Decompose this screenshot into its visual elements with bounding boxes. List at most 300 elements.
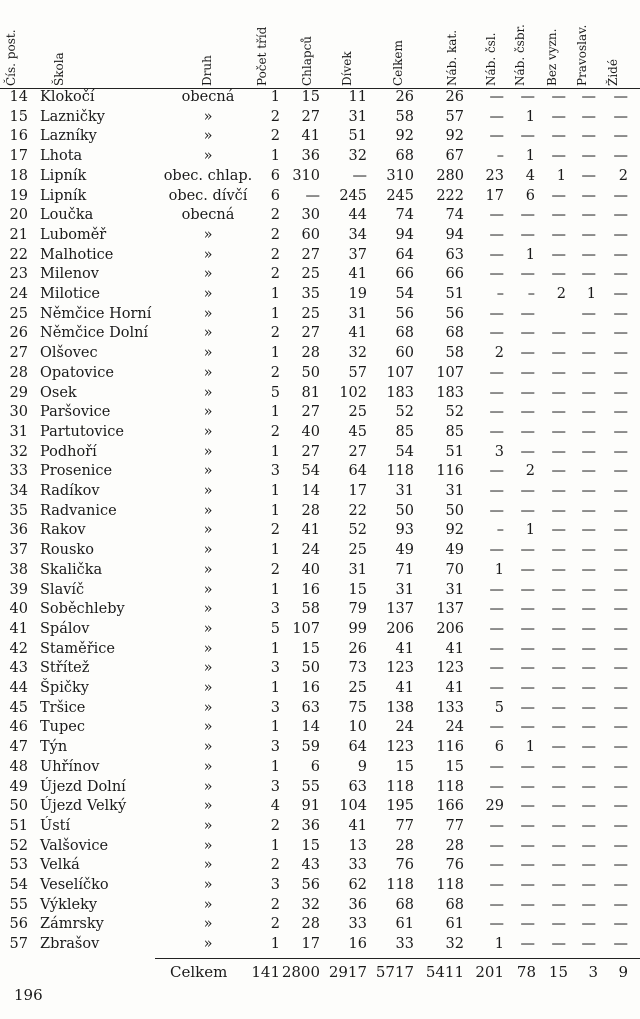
- cell-csbr: —: [520, 601, 535, 618]
- cell-kat: 222: [436, 187, 464, 204]
- cell-tridy: 2: [270, 246, 280, 263]
- cell-csbr: —: [520, 620, 535, 637]
- cell-tridy: 2: [270, 128, 280, 145]
- cell-divek: 51: [348, 128, 367, 145]
- cell-druh: »: [203, 699, 213, 716]
- cell-no: 23: [9, 266, 28, 283]
- cell-csbr: 2: [525, 463, 535, 480]
- cell-csl: —: [489, 226, 504, 243]
- cell-csbr: 4: [525, 167, 535, 184]
- cell-csbr: —: [520, 798, 535, 815]
- cell-tridy: 1: [270, 640, 280, 657]
- cell-bez: —: [551, 601, 566, 618]
- cell-csl: —: [489, 916, 504, 933]
- cell-prav: —: [581, 226, 596, 243]
- cell-csl: —: [489, 542, 504, 559]
- table-row: [0, 167, 640, 187]
- cell-csbr: —: [520, 423, 535, 440]
- cell-druh: obecná: [181, 207, 235, 224]
- cell-zide: —: [613, 581, 628, 598]
- cell-no: 19: [9, 187, 28, 204]
- cell-divek: 41: [348, 817, 367, 834]
- totals-csbr: 78: [516, 963, 536, 981]
- cell-zide: —: [613, 108, 628, 125]
- cell-prav: —: [581, 837, 596, 854]
- cell-tridy: 1: [270, 680, 280, 696]
- cell-chlapcu: —: [305, 187, 320, 204]
- cell-csl: –: [496, 522, 504, 539]
- cell-kat: 57: [445, 108, 464, 125]
- cell-zide: —: [613, 620, 628, 637]
- cell-bez: —: [551, 246, 566, 263]
- cell-zide: —: [613, 148, 628, 165]
- cell-prav: —: [581, 739, 596, 756]
- cell-no: 52: [9, 837, 28, 854]
- cell-chlapcu: 41: [301, 128, 320, 145]
- table-row: [0, 127, 640, 147]
- cell-prav: —: [581, 916, 596, 933]
- cell-celkem: 52: [395, 404, 414, 421]
- cell-no: 54: [9, 877, 28, 893]
- cell-kat: 51: [445, 443, 464, 460]
- cell-csbr: —: [520, 128, 535, 145]
- cell-divek: 25: [348, 542, 367, 559]
- cell-druh: »: [203, 148, 213, 165]
- cell-divek: 41: [348, 325, 367, 342]
- cell-kat: 77: [445, 817, 464, 834]
- totals-zide: 9: [618, 963, 628, 981]
- cell-skola: Rakov: [40, 522, 86, 539]
- cell-csbr: —: [520, 483, 535, 499]
- cell-chlapcu: 107: [292, 620, 320, 637]
- cell-divek: 36: [348, 896, 367, 913]
- cell-tridy: 3: [270, 601, 280, 618]
- cell-kat: 94: [445, 226, 464, 243]
- cell-druh: »: [203, 778, 213, 795]
- cell-prav: —: [581, 502, 596, 519]
- cell-chlapcu: 60: [301, 226, 320, 243]
- cell-prav: —: [581, 207, 596, 224]
- cell-bez: —: [551, 739, 566, 756]
- cell-kat: 137: [436, 601, 464, 618]
- cell-csbr: —: [520, 305, 535, 322]
- table-row: [0, 640, 640, 660]
- cell-csl: —: [489, 266, 504, 283]
- cell-chlapcu: 28: [301, 916, 320, 933]
- cell-prav: —: [581, 325, 596, 342]
- cell-csl: —: [489, 483, 504, 499]
- cell-chlapcu: 25: [301, 266, 320, 283]
- cell-druh: »: [203, 266, 213, 283]
- cell-celkem: 68: [395, 325, 414, 342]
- cell-bez: —: [551, 384, 566, 401]
- cell-skola: Valšovice: [40, 837, 109, 854]
- cell-no: 28: [9, 364, 28, 381]
- cell-no: 42: [9, 640, 28, 657]
- cell-divek: 16: [348, 936, 367, 953]
- cell-prav: —: [581, 187, 596, 204]
- cell-skola: Výkleky: [40, 896, 98, 913]
- cell-no: 31: [9, 423, 28, 440]
- cell-prav: —: [581, 817, 596, 834]
- page-number: 196: [14, 986, 43, 1004]
- cell-celkem: 68: [395, 148, 414, 165]
- cell-chlapcu: 59: [301, 739, 320, 756]
- cell-kat: 92: [445, 128, 464, 145]
- cell-celkem: 41: [395, 640, 414, 657]
- cell-divek: 22: [348, 502, 367, 519]
- cell-prav: —: [581, 89, 596, 105]
- cell-csbr: 1: [525, 522, 535, 539]
- cell-chlapcu: 30: [301, 207, 320, 224]
- cell-divek: 25: [348, 404, 367, 421]
- cell-divek: 31: [348, 108, 367, 125]
- cell-skola: Luboměř: [40, 226, 107, 243]
- cell-divek: 10: [348, 719, 367, 736]
- cell-celkem: 28: [395, 837, 414, 854]
- cell-skola: Soběchleby: [40, 601, 125, 618]
- cell-bez: —: [551, 620, 566, 637]
- cell-divek: 64: [348, 739, 367, 756]
- cell-csl: –: [496, 286, 504, 302]
- cell-csbr: —: [520, 404, 535, 421]
- cell-csl: —: [489, 502, 504, 519]
- cell-bez: —: [551, 463, 566, 480]
- cell-skola: Opatovice: [40, 364, 114, 381]
- header-skola: Škola: [52, 52, 66, 86]
- cell-bez: —: [551, 719, 566, 736]
- cell-chlapcu: 310: [292, 167, 320, 184]
- cell-druh: »: [203, 896, 213, 913]
- cell-prav: —: [581, 404, 596, 421]
- cell-tridy: 1: [270, 837, 280, 854]
- cell-no: 33: [9, 463, 28, 480]
- cell-no: 24: [9, 286, 28, 302]
- table-row: [0, 324, 640, 344]
- cell-chlapcu: 14: [301, 719, 320, 736]
- cell-kat: 206: [436, 620, 464, 637]
- cell-chlapcu: 40: [301, 561, 320, 578]
- cell-zide: —: [613, 778, 628, 795]
- cell-celkem: 54: [395, 443, 414, 460]
- cell-divek: 33: [348, 916, 367, 933]
- table-row: [0, 600, 640, 620]
- cell-csl: —: [489, 384, 504, 401]
- cell-celkem: 60: [395, 345, 414, 362]
- cell-tridy: 1: [270, 443, 280, 460]
- cell-druh: obec. dívčí: [168, 187, 248, 204]
- cell-tridy: 1: [270, 542, 280, 559]
- cell-csbr: —: [520, 778, 535, 795]
- cell-csl: —: [489, 404, 504, 421]
- cell-bez: —: [551, 660, 566, 677]
- cell-tridy: 3: [270, 463, 280, 480]
- cell-divek: 32: [348, 345, 367, 362]
- cell-divek: 31: [348, 305, 367, 322]
- cell-bez: —: [551, 561, 566, 578]
- cell-prav: —: [581, 640, 596, 657]
- cell-chlapcu: 27: [301, 246, 320, 263]
- cell-chlapcu: 15: [301, 837, 320, 854]
- cell-kat: 24: [445, 719, 464, 736]
- cell-tridy: 2: [270, 226, 280, 243]
- cell-divek: 9: [357, 758, 367, 775]
- cell-zide: —: [613, 502, 628, 519]
- cell-prav: —: [581, 877, 596, 893]
- table-row: [0, 206, 640, 226]
- cell-no: 41: [9, 620, 28, 637]
- cell-bez: —: [551, 187, 566, 204]
- cell-csbr: —: [520, 817, 535, 834]
- cell-csbr: —: [520, 502, 535, 519]
- cell-skola: Velká: [40, 857, 80, 874]
- cell-bez: —: [551, 778, 566, 795]
- cell-csl: —: [489, 758, 504, 775]
- cell-csbr: —: [520, 443, 535, 460]
- cell-csl: —: [489, 877, 504, 893]
- cell-bez: —: [551, 680, 566, 696]
- cell-zide: —: [613, 187, 628, 204]
- cell-csl: —: [489, 305, 504, 322]
- cell-zide: —: [613, 345, 628, 362]
- cell-prav: —: [581, 561, 596, 578]
- cell-no: 46: [9, 719, 28, 736]
- cell-csbr: —: [520, 364, 535, 381]
- cell-tridy: 2: [270, 423, 280, 440]
- cell-tridy: 6: [270, 187, 280, 204]
- cell-chlapcu: 54: [301, 463, 320, 480]
- cell-bez: —: [551, 640, 566, 657]
- cell-celkem: 93: [395, 522, 414, 539]
- cell-no: 37: [9, 542, 28, 559]
- cell-chlapcu: 17: [301, 936, 320, 953]
- cell-csl: —: [489, 89, 504, 105]
- cell-celkem: 61: [395, 916, 414, 933]
- cell-kat: 74: [445, 207, 464, 224]
- cell-zide: —: [613, 463, 628, 480]
- cell-kat: 116: [436, 739, 464, 756]
- cell-zide: —: [613, 384, 628, 401]
- cell-csl: —: [489, 246, 504, 263]
- cell-chlapcu: 24: [301, 542, 320, 559]
- cell-skola: Uhřínov: [40, 758, 100, 775]
- table-row: [0, 915, 640, 935]
- cell-bez: —: [551, 936, 566, 953]
- cell-celkem: 49: [395, 542, 414, 559]
- cell-druh: »: [203, 246, 213, 263]
- cell-druh: »: [203, 443, 213, 460]
- cell-zide: —: [613, 305, 628, 322]
- cell-csl: —: [489, 108, 504, 125]
- cell-kat: 56: [445, 305, 464, 322]
- cell-celkem: 41: [395, 680, 414, 696]
- cell-divek: 27: [348, 443, 367, 460]
- cell-csl: —: [489, 778, 504, 795]
- cell-no: 29: [9, 384, 28, 401]
- header-chlapcu: Chlapců: [300, 35, 314, 86]
- cell-prav: —: [581, 148, 596, 165]
- table-row: [0, 246, 640, 266]
- cell-no: 50: [9, 798, 28, 815]
- cell-divek: 17: [348, 483, 367, 499]
- cell-bez: —: [551, 758, 566, 775]
- totals-chlapcu: 2800: [281, 963, 320, 981]
- cell-csbr: —: [520, 719, 535, 736]
- cell-skola: Zámrsky: [40, 916, 104, 933]
- table-row: [0, 679, 640, 699]
- cell-druh: »: [203, 837, 213, 854]
- cell-prav: —: [581, 758, 596, 775]
- cell-bez: —: [551, 226, 566, 243]
- cell-tridy: 1: [270, 936, 280, 953]
- cell-tridy: 2: [270, 207, 280, 224]
- cell-csbr: —: [520, 857, 535, 874]
- cell-skola: Loučka: [40, 207, 94, 224]
- cell-prav: —: [581, 128, 596, 145]
- cell-csbr: —: [520, 226, 535, 243]
- cell-celkem: 66: [395, 266, 414, 283]
- cell-csl: 23: [485, 167, 504, 184]
- table-row: [0, 285, 640, 305]
- table-row: [0, 876, 640, 896]
- cell-chlapcu: 55: [301, 778, 320, 795]
- cell-csl: —: [489, 423, 504, 440]
- cell-no: 55: [9, 896, 28, 913]
- cell-druh: »: [203, 305, 213, 322]
- cell-csbr: —: [520, 660, 535, 677]
- table-row: [0, 699, 640, 719]
- cell-chlapcu: 56: [301, 877, 320, 893]
- cell-zide: —: [613, 423, 628, 440]
- cell-divek: 75: [348, 699, 367, 716]
- cell-celkem: 118: [386, 877, 414, 893]
- table-row: [0, 88, 640, 108]
- cell-zide: —: [613, 89, 628, 105]
- cell-kat: 15: [445, 758, 464, 775]
- cell-tridy: 1: [270, 305, 280, 322]
- table-row: [0, 502, 640, 522]
- cell-kat: 68: [445, 896, 464, 913]
- cell-bez: —: [551, 207, 566, 224]
- cell-bez: —: [551, 798, 566, 815]
- cell-chlapcu: 43: [301, 857, 320, 874]
- cell-tridy: 1: [270, 286, 280, 302]
- totals-kat: 5411: [425, 963, 464, 981]
- cell-skola: Klokočí: [40, 89, 95, 105]
- table-row: [0, 837, 640, 857]
- cell-skola: Týn: [40, 739, 68, 756]
- cell-bez: —: [551, 266, 566, 283]
- header-celkem: Celkem: [391, 40, 405, 86]
- cell-no: 27: [9, 345, 28, 362]
- cell-no: 56: [9, 916, 28, 933]
- cell-csl: 17: [485, 187, 504, 204]
- cell-no: 39: [9, 581, 28, 598]
- cell-prav: —: [581, 680, 596, 696]
- cell-csbr: —: [520, 896, 535, 913]
- cell-skola: Radíkov: [40, 483, 100, 499]
- cell-bez: —: [551, 364, 566, 381]
- cell-no: 36: [9, 522, 28, 539]
- cell-no: 48: [9, 758, 28, 775]
- cell-celkem: 137: [386, 601, 414, 618]
- table-row: [0, 187, 640, 207]
- cell-bez: —: [551, 128, 566, 145]
- cell-bez: —: [551, 817, 566, 834]
- cell-divek: 33: [348, 857, 367, 874]
- cell-prav: —: [581, 601, 596, 618]
- cell-bez: —: [551, 404, 566, 421]
- cell-chlapcu: 36: [301, 148, 320, 165]
- cell-skola: Malhotice: [40, 246, 114, 263]
- cell-chlapcu: 6: [310, 758, 320, 775]
- cell-chlapcu: 36: [301, 817, 320, 834]
- cell-zide: —: [613, 207, 628, 224]
- cell-zide: —: [613, 128, 628, 145]
- cell-chlapcu: 50: [301, 660, 320, 677]
- table-row: [0, 718, 640, 738]
- table-row: [0, 758, 640, 778]
- table-row: [0, 541, 640, 561]
- cell-kat: 92: [445, 522, 464, 539]
- cell-kat: 123: [436, 660, 464, 677]
- cell-chlapcu: 28: [301, 345, 320, 362]
- table-row: [0, 659, 640, 679]
- cell-csbr: —: [520, 345, 535, 362]
- cell-celkem: 77: [395, 817, 414, 834]
- header-nab-kat: Náb. kat.: [445, 29, 459, 86]
- cell-chlapcu: 27: [301, 108, 320, 125]
- cell-druh: »: [203, 463, 213, 480]
- cell-csbr: 1: [525, 108, 535, 125]
- cell-prav: —: [581, 345, 596, 362]
- cell-csl: 2: [494, 345, 504, 362]
- cell-zide: —: [613, 817, 628, 834]
- cell-druh: »: [203, 620, 213, 637]
- cell-skola: Veselíčko: [40, 877, 109, 893]
- cell-no: 14: [9, 89, 28, 105]
- cell-kat: 183: [436, 384, 464, 401]
- cell-tridy: 3: [270, 699, 280, 716]
- totals-bez: 15: [548, 963, 568, 981]
- cell-kat: 26: [445, 89, 464, 105]
- cell-csl: —: [489, 857, 504, 874]
- cell-chlapcu: 35: [301, 286, 320, 302]
- cell-prav: —: [581, 936, 596, 953]
- cell-zide: —: [613, 916, 628, 933]
- cell-kat: 76: [445, 857, 464, 874]
- cell-chlapcu: 91: [301, 798, 320, 815]
- cell-csl: —: [489, 719, 504, 736]
- table-row: [0, 935, 640, 955]
- cell-csl: —: [489, 128, 504, 145]
- cell-divek: 73: [348, 660, 367, 677]
- cell-divek: 52: [348, 522, 367, 539]
- cell-skola: Lipník: [40, 187, 87, 204]
- cell-kat: 58: [445, 345, 464, 362]
- cell-zide: 2: [618, 167, 628, 184]
- cell-chlapcu: 50: [301, 364, 320, 381]
- header-druh: Druh: [200, 55, 214, 86]
- cell-skola: Lazníky: [40, 128, 97, 145]
- cell-skola: Lhota: [40, 148, 83, 165]
- cell-zide: —: [613, 739, 628, 756]
- cell-kat: 66: [445, 266, 464, 283]
- cell-no: 30: [9, 404, 28, 421]
- cell-skola: Podhoří: [40, 443, 97, 460]
- cell-celkem: 310: [386, 167, 414, 184]
- cell-no: 15: [9, 108, 28, 125]
